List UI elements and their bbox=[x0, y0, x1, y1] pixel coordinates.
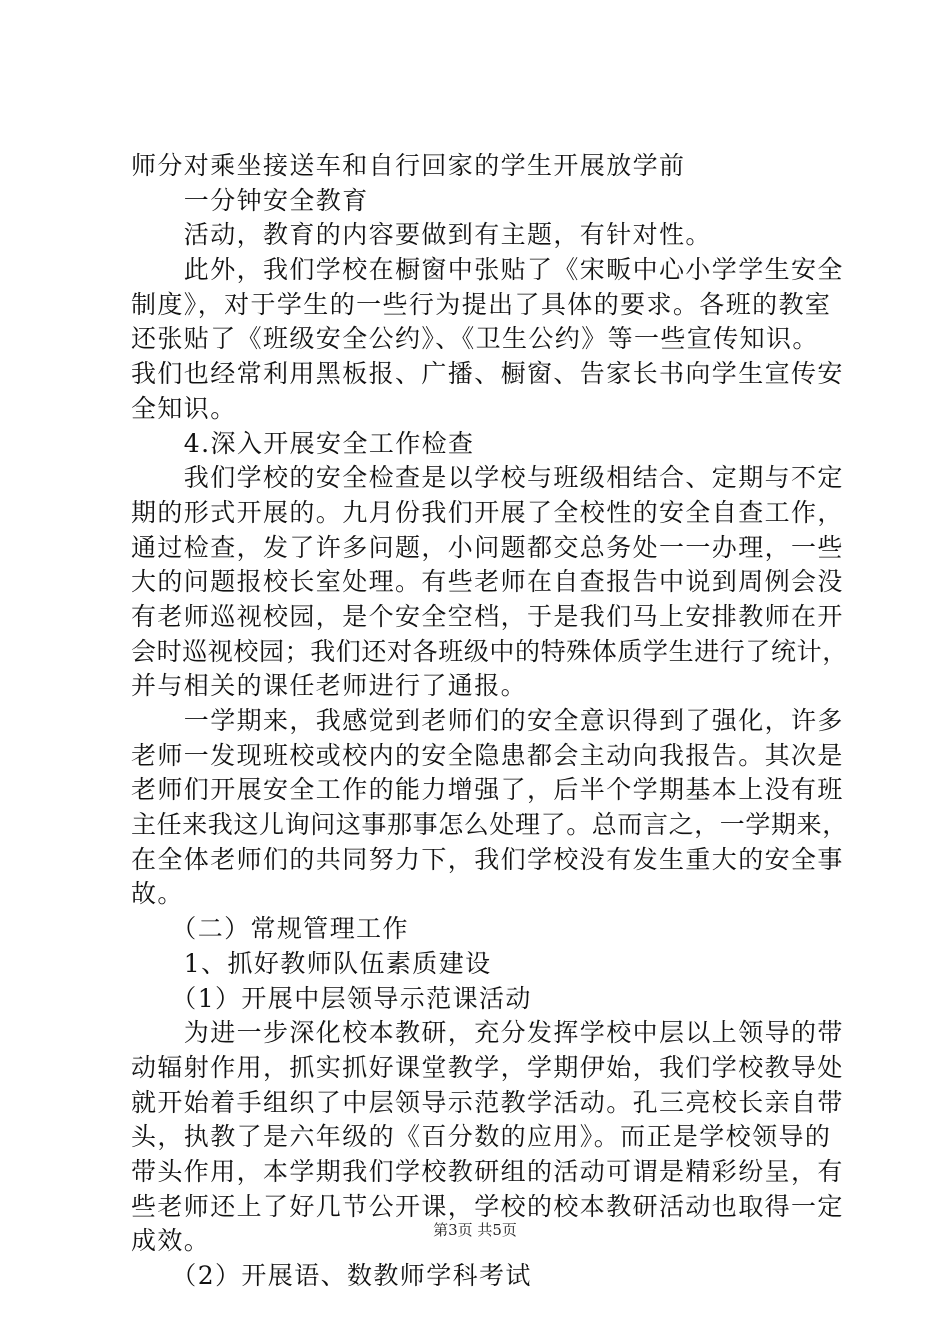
text-line: 故。 bbox=[131, 879, 184, 909]
page-number-footer: 第3页 共5页 bbox=[433, 1221, 517, 1239]
text-line: 老师一发现班校或校内的安全隐患都会主动向我报告。其次是 bbox=[131, 740, 844, 770]
section-heading: 4.深入开展安全工作检查 bbox=[131, 428, 475, 458]
text-line: 主任来我这儿询问这事那事怎么处理了。总而言之，一学期来， bbox=[131, 810, 848, 840]
text-line: 在全体老师们的共同努力下，我们学校没有发生重大的安全事 bbox=[131, 844, 844, 874]
text-line: 就开始着手组织了中层领导示范教学活动。孔三亮校长亲自带 bbox=[131, 1087, 844, 1117]
text-line: 带头作用，本学期我们学校教研组的活动可谓是精彩纷呈，有 bbox=[131, 1156, 844, 1186]
text-line: 此外，我们学校在橱窗中张贴了《宋畈中心小学学生安全 bbox=[131, 255, 844, 285]
text-line: 有老师巡视校园，是个安全空档，于是我们马上安排教师在开 bbox=[131, 601, 844, 631]
text-line: 全知识。 bbox=[131, 393, 237, 423]
section-heading: （1）开展中层领导示范课活动 bbox=[131, 983, 532, 1013]
text-line: 动辐射作用，抓实抓好课堂教学，学期伊始，我们学校教导处 bbox=[131, 1052, 844, 1082]
section-heading: （二）常规管理工作 bbox=[131, 914, 409, 944]
text-line: 活动，教育的内容要做到有主题，有针对性。 bbox=[131, 220, 712, 250]
text-line: 制度》，对于学生的一些行为提出了具体的要求。各班的教室 bbox=[131, 289, 832, 319]
text-line: 并与相关的课任老师进行了通报。 bbox=[131, 671, 528, 701]
text-line: 一学期来，我感觉到老师们的安全意识得到了强化，许多 bbox=[131, 706, 844, 735]
text-line: 通过检查，发了许多问题，小问题都交总务处一一办理，一些 bbox=[131, 532, 844, 562]
text-line: 为进一步深化校本教研，充分发挥学校中层以上领导的带 bbox=[131, 1018, 844, 1048]
text-line: 些老师还上了好几节公开课，学校的校本教研活动也取得一定 bbox=[131, 1191, 844, 1221]
text-line: 大的问题报校长室处理。有些老师在自查报告中说到周例会没 bbox=[131, 567, 844, 597]
section-heading: （2）开展语、数教师学科考试 bbox=[131, 1261, 532, 1290]
text-line: 会时巡视校园；我们还对各班级中的特殊体质学生进行了统计， bbox=[131, 636, 848, 666]
text-line: 成效。 bbox=[131, 1226, 211, 1256]
section-heading: 1、抓好教师队伍素质建设 bbox=[131, 948, 492, 978]
text-line: 一分钟安全教育 bbox=[131, 185, 369, 215]
text-line: 期的形式开展的。九月份我们开展了全校性的安全自查工作， bbox=[131, 497, 844, 527]
text-line: 老师们开展安全工作的能力增强了，后半个学期基本上没有班 bbox=[131, 775, 844, 805]
text-line: 我们学校的安全检查是以学校与班级相结合、定期与不定 bbox=[131, 463, 844, 493]
text-line: 还张贴了《班级安全公约》、《卫生公约》等一些宣传知识。 bbox=[131, 324, 819, 354]
text-line: 师分对乘坐接送车和自行回家的学生开展放学前 bbox=[131, 151, 686, 180]
document-body bbox=[131, 149, 848, 1294]
text-line: 头，执教了是六年级的《百分数的应用》。而正是学校领导的 bbox=[131, 1122, 832, 1152]
text-line: 我们也经常利用黑板报、广播、橱窗、告家长书向学生宣传安 bbox=[131, 359, 844, 389]
